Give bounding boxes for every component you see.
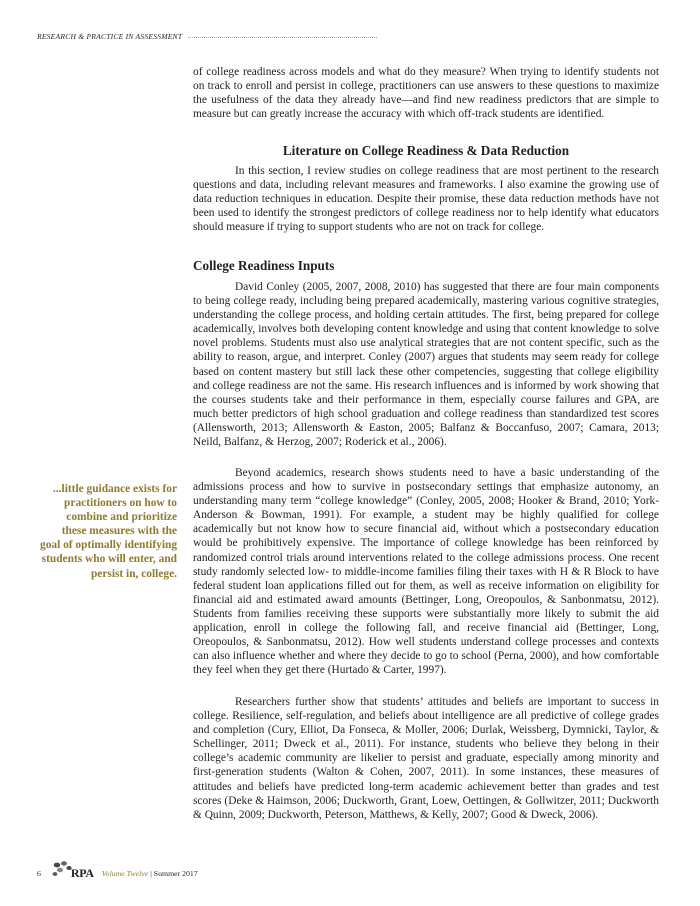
pull-quote: ...little guidance exists for practitioners on how to combine and prioritize these measures with the goal of optimally identifying students who will enter, and persist in, college. xyxy=(40,483,178,580)
logo-text: RPA xyxy=(70,865,94,880)
footer-separator: | xyxy=(150,868,152,878)
leaf-cluster-icon xyxy=(51,860,73,886)
paragraph-text: Researchers further show that students’ attitudes and beliefs are important to success in college. Resilience, self-regulation, and beliefs about intelligence are all predictive of college grades and completion (Cury, Elliot, Da Fonseca, & Moller, 2006; Durlak, Weissberg, Dymnicki, Taylor, & Schellinger, 2011; Dweck et al., 2011). For instance, students who believe they belong in their college’s academic community are likelier to persist and graduate, especially among minority and first-generation students (Walton & Cohen, 2007, 2011). In some instances, these measures of attitudes and beliefs have predicted long-term academic achievement better than grades and test scores (Deke & Haimson, 2006; Duckworth, Grant, Loew, Oettingen, & Gollwitzer, 2011; Duckworth & Quinn, 2009; Duckworth, Peterson, Matthews, & Kelly, 2007; Good & Dweck, 2006). xyxy=(193,696,659,821)
paragraph-conley xyxy=(193,280,659,449)
running-head-title: RESEARCH & PRACTICE IN ASSESSMENT xyxy=(37,32,183,41)
paragraph-text: In this section, I review studies on college readiness that are most pertinent to the research questions and data, including relevant measures and frameworks. I also examine the growing use of data reduction techniques in education. Despite their promise, these data reduction methods have not been used to identify the strongest predictors of college readiness nor to help identify what educators should measure if trying to support students who are not on track for college. xyxy=(193,165,659,234)
issue-label: Summer 2017 xyxy=(153,868,198,878)
running-head-dotted-rule xyxy=(188,37,377,38)
paragraph-college-knowledge xyxy=(193,466,659,677)
paragraph-literature-intro xyxy=(193,164,659,234)
paragraph-text: Beyond academics, research shows students need to have a basic understanding of the admissions process and how to survive in postsecondary settings that emphasize autonomy, an understanding many term “college knowledge” (Conley, 2005, 2008; Hooker & Brand, 2010; York-Anderson & Bowman, 1991). For example, a student may be highly qualified for college academically but not know how to secure financial aid, without which a postsecondary education would be prohibitively expensive. The importance of college knowledge has been reinforced by randomized control trials around interventions related to the college admissions process. One recent study randomly selected low- to middle-income families filing their taxes with H & R Block to have federal student loan applications filled out for them, as well as receive information on eligibility for financial aid and estimated award amounts (Bettinger, Long, Oreopoulos, & Sanbonmatsu, 2012). Students from families receiving these supports were substantially more likely to submit the aid application, enroll in college the following fall, and receive financial aid (Bettinger, Long, Oreopoulos, & Sanbonmatsu, 2012). How well students understand college processes and contexts can also influence whether and where they decide to go to school (Perna, 2000), and how comfortable they feel when they get there (Hurtado & Carter, 1997). xyxy=(193,467,659,677)
page-number: 6 xyxy=(37,868,41,878)
heading-college-readiness-inputs: College Readiness Inputs xyxy=(193,258,335,273)
paragraph-intro-continuation xyxy=(193,65,659,121)
page-footer xyxy=(37,856,198,890)
volume-label: Volume Twelve xyxy=(101,868,149,878)
paragraph-text: David Conley (2005, 2007, 2008, 2010) has suggested that there are four main components to being college ready, including being prepared academically, mastering various cognitive strategies, understanding the college process, and holding certain attitudes. The first, being prepared for college academically, involves both developing content knowledge and using that content knowledge to solve novel problems. Students must also use analytical strategies that are not content specific, such as the ability to reason, argue, and interpret. Conley (2007) argues that students may seem ready for college based on content mastery but still lack these other competencies, suggesting that college eligibility and college readiness are not the same. His research influences and is informed by work showing that the courses students take and their performance in them, especially course failures and GPA, are much better predictors of high school graduation and college readiness than standardized test scores (Allensworth, 2013; Allensworth & Easton, 2005; Balfanz & Boccanfuso, 2007; Camara, 2013; Neild, Balfanz, & Herzog, 2007; Roderick et al., 2006). xyxy=(193,281,659,449)
heading-literature: Literature on College Readiness & Data Reduction xyxy=(282,143,570,158)
paragraph-attitudes xyxy=(193,695,659,822)
paragraph-text: of college readiness across models and what do they measure? When trying to identify students not on track to enroll and persist in college, practitioners can use answers to these questions to maximize the usefulness of the data they already have—and find new readiness predictors that are simple to measure but can greatly increase the accuracy with which off-track students are identified. xyxy=(193,66,659,121)
running-head xyxy=(37,32,377,41)
rpa-logo xyxy=(51,860,94,886)
